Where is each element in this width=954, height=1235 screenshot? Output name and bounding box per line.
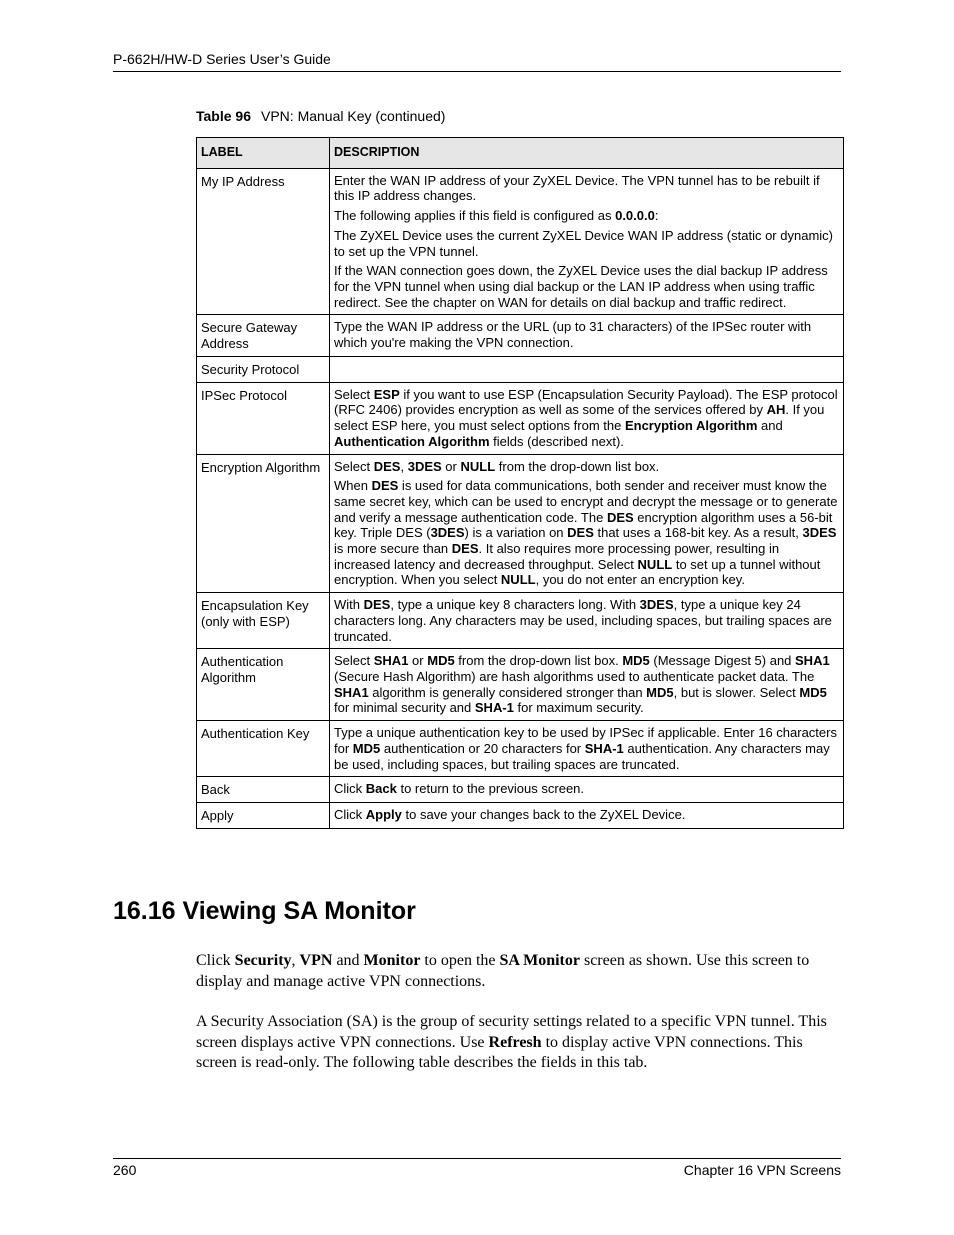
text-run: is used for data communications, both sender and receiver must know the same secret key, which can be used to encrypt and decrypt the message or to generate and verify a message authentication code. The — [334, 478, 838, 525]
bold-term: Back — [365, 781, 397, 797]
text-run: Select — [334, 653, 374, 669]
text-run: screen as shown. Use this screen to display and manage active VPN connections. — [196, 952, 810, 990]
bold-term: 3DES — [407, 458, 442, 474]
column-header-label: LABEL — [197, 138, 330, 169]
row-description — [330, 777, 844, 803]
table-row — [197, 382, 844, 454]
text-run: that uses a 168-bit key. As a result, — [593, 525, 803, 541]
text-run: to set up a tunnel without encryption. When you select — [334, 556, 821, 588]
text-run: encryption algorithm uses a 56-bit key. Triple DES ( — [334, 509, 833, 541]
bold-term: DES — [371, 478, 399, 494]
table-row — [197, 777, 844, 803]
text-run: and — [332, 952, 364, 969]
header-rule — [113, 71, 841, 72]
bold-term: DES — [373, 458, 401, 474]
text-run: A Security Association (SA) is the group of security settings related to a specific VPN tunnel. This screen displays active VPN connections. Use — [196, 1013, 827, 1051]
row-label: Security Protocol — [197, 356, 330, 382]
text-run: When — [334, 478, 372, 494]
bold-term: MD5 — [646, 684, 674, 700]
row-description — [330, 382, 844, 454]
text-run: The ZyXEL Device uses the current ZyXEL Device WAN IP address (static or dynamic) to set up the VPN tunnel. — [334, 227, 833, 259]
description-paragraph — [334, 263, 839, 310]
text-run: , — [400, 458, 408, 474]
description-paragraph — [334, 781, 839, 797]
description-paragraph — [334, 807, 839, 823]
text-run: Click — [334, 806, 366, 822]
row-label: Back — [197, 777, 330, 803]
text-run: to display active VPN connections. This screen is read-only. The following table describes the fields in this tab. — [196, 1033, 803, 1071]
text-run: to return to the previous screen. — [396, 781, 585, 797]
table-row — [197, 802, 844, 828]
bold-term: 3DES — [802, 525, 837, 541]
text-run: authentication or 20 characters for — [380, 740, 585, 756]
bold-term: SHA1 — [334, 684, 369, 700]
text-run: (Message Digest 5) and — [649, 653, 796, 669]
bold-term: SHA1 — [373, 653, 409, 669]
footer-rule — [113, 1158, 841, 1159]
bold-term: Apply — [365, 806, 402, 822]
row-description — [330, 802, 844, 828]
row-description — [330, 315, 844, 356]
row-description — [330, 168, 844, 315]
vpn-manual-key-table — [196, 137, 844, 829]
description-paragraph — [334, 459, 839, 475]
text-run: Type the WAN IP address or the URL (up to 31 characters) of the IPSec router with which you're making the VPN connection. — [334, 319, 812, 351]
text-run: from the drop-down list box. — [454, 653, 623, 669]
bold-term: Security — [234, 952, 292, 969]
chapter-footer: Chapter 16 VPN Screens — [683, 1162, 841, 1178]
text-run: Click — [196, 952, 235, 969]
text-run: Click — [334, 781, 366, 797]
row-description — [330, 454, 844, 593]
text-run: . It also requires more processing power, resulting in increased latency and decreased throughput. Select — [334, 541, 780, 572]
table-row — [197, 593, 844, 649]
description-paragraph — [334, 173, 839, 204]
text-run: authentication. Any characters may be used, including spaces, but trailing spaces are truncated. — [334, 740, 830, 772]
row-description — [330, 649, 844, 721]
text-run: , type a unique key 24 characters long. Any characters may be used, including spaces, but trailing spaces are truncated. — [334, 597, 832, 644]
table-caption — [196, 108, 445, 124]
bold-term: SHA1 — [795, 653, 830, 669]
bold-term: 0.0.0.0 — [615, 208, 655, 224]
bold-term: SHA-1 — [474, 700, 514, 716]
text-run: If the WAN connection goes down, the ZyXEL Device uses the dial backup IP address for the VPN tunnel when using dial backup or the LAN IP address when using traffic redirect. See the chapter on WAN for details on dial backup and traffic redirect. — [334, 263, 828, 310]
text-run: fields (described next). — [489, 433, 624, 449]
row-description — [330, 356, 844, 382]
description-paragraph — [334, 208, 839, 224]
text-run: Type a unique authentication key to be used by IPSec if applicable. Enter 16 characters for — [334, 725, 837, 756]
table-row — [197, 721, 844, 777]
body-paragraph-sa-definition — [196, 1012, 841, 1074]
text-run: Select — [334, 386, 374, 402]
text-run: With — [334, 597, 364, 613]
text-run: and — [757, 418, 783, 434]
bold-term: Refresh — [488, 1033, 542, 1051]
bold-term: Authentication Algorithm — [334, 433, 490, 449]
description-paragraph — [334, 228, 839, 259]
text-run: (Secure Hash Algorithm) are hash algorithms used to authenticate packet data. The — [334, 668, 815, 684]
bold-term: NULL — [637, 556, 673, 572]
text-run: Select — [334, 458, 374, 474]
bold-term: NULL — [460, 458, 496, 474]
text-run: or — [441, 458, 461, 474]
row-label: Secure Gateway Address — [197, 315, 330, 356]
bold-term: AH — [766, 402, 786, 418]
section-title: 16.16 Viewing SA Monitor — [113, 897, 416, 925]
table-row — [197, 356, 844, 382]
row-label: IPSec Protocol — [197, 382, 330, 454]
bold-term: Encryption Algorithm — [624, 418, 758, 434]
bold-term: Monitor — [363, 952, 421, 969]
column-header-description: DESCRIPTION — [330, 138, 844, 169]
table-row — [197, 168, 844, 315]
bold-term: MD5 — [427, 653, 455, 669]
description-paragraph — [334, 597, 839, 644]
text-run: . If you select ESP here, you must select options from the — [334, 402, 825, 434]
table-caption-text: VPN: Manual Key (continued) — [261, 108, 446, 124]
text-run: , — [291, 952, 300, 969]
bold-term: MD5 — [799, 684, 827, 700]
bold-term: MD5 — [352, 740, 381, 756]
text-run: , you do not enter an encryption key. — [535, 572, 745, 588]
bold-term: 3DES — [639, 597, 674, 613]
text-run: for maximum security. — [513, 700, 644, 716]
description-paragraph — [334, 653, 839, 716]
text-run: , type a unique key 8 characters long. With — [390, 597, 640, 613]
bold-term: DES — [567, 525, 594, 541]
bold-term: DES — [451, 541, 479, 557]
bold-term: DES — [363, 597, 391, 613]
table-row — [197, 315, 844, 356]
row-label: Apply — [197, 802, 330, 828]
bold-term: NULL — [500, 572, 536, 588]
bold-term: MD5 — [622, 653, 650, 669]
row-label: Encryption Algorithm — [197, 454, 330, 593]
description-paragraph — [334, 319, 839, 350]
bold-term: SA Monitor — [499, 952, 580, 969]
text-run: or — [408, 653, 428, 669]
row-label: Encapsulation Key (only with ESP) — [197, 593, 330, 649]
text-run: if you want to use ESP (Encapsulation Security Payload). The ESP protocol (RFC 2406) provides encryption as well as some of the services offered by — [334, 386, 838, 418]
description-paragraph — [334, 387, 839, 450]
table-row — [197, 649, 844, 721]
description-paragraph — [334, 478, 839, 588]
body-paragraph-open-screen — [196, 951, 841, 992]
bold-term: 3DES — [430, 525, 465, 541]
row-label: Authentication Algorithm — [197, 649, 330, 721]
table-body — [197, 168, 844, 828]
text-run: to save your changes back to the ZyXEL Device. — [401, 806, 686, 822]
bold-term: DES — [606, 509, 634, 525]
text-run: ) is a variation on — [464, 525, 568, 541]
text-run: to open the — [420, 952, 500, 969]
row-label: Authentication Key — [197, 721, 330, 777]
table-number: Table 96 — [196, 108, 251, 124]
text-run: from the drop-down list box. — [495, 458, 660, 474]
description-paragraph — [334, 725, 839, 772]
text-run: for minimal security and — [334, 700, 475, 716]
table-row — [197, 454, 844, 593]
bold-term: VPN — [299, 952, 333, 969]
text-run: , but is slower. Select — [673, 684, 800, 700]
row-description — [330, 593, 844, 649]
table-header-row — [197, 138, 844, 169]
bold-term: ESP — [373, 386, 400, 402]
text-run: algorithm is generally considered stronger than — [368, 684, 647, 700]
running-header: P-662H/HW-D Series User’s Guide — [113, 51, 331, 67]
text-run: The following applies if this field is configured as — [334, 208, 616, 224]
row-label: My IP Address — [197, 168, 330, 315]
text-run: is more secure than — [334, 541, 452, 557]
text-run: Enter the WAN IP address of your ZyXEL Device. The VPN tunnel has to be rebuilt if this IP address changes. — [334, 172, 820, 204]
page-number: 260 — [113, 1162, 137, 1178]
text-run: : — [654, 208, 659, 224]
bold-term: SHA-1 — [584, 740, 624, 756]
row-description — [330, 721, 844, 777]
